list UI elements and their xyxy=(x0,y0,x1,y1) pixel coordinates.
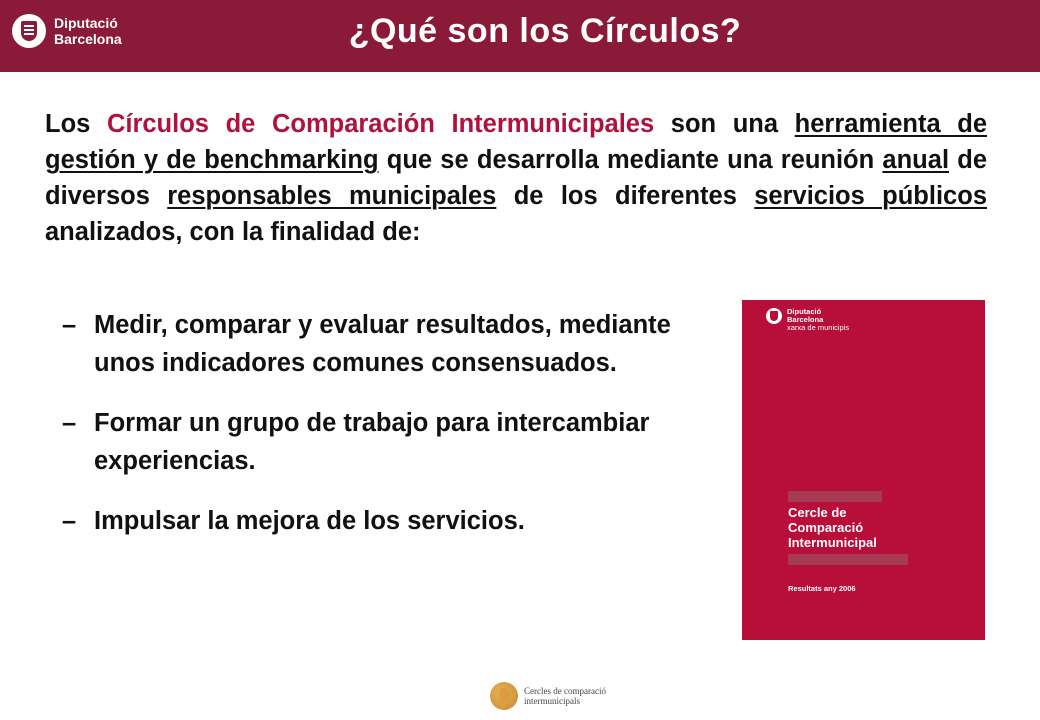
header-bar xyxy=(0,0,1040,72)
cover-brand-line2: Barcelona xyxy=(787,315,824,324)
list-item-text: Formar un grupo de trabajo para intercambiar experiencias. xyxy=(94,409,650,475)
cover-brand-line3: xarxa de municipis xyxy=(787,323,850,332)
intro-text: de diversos xyxy=(45,146,988,210)
list-item-text: Medir, comparar y evaluar resultados, mediante unos indicadores comunes consensuados. xyxy=(94,311,671,377)
cover-title-line3: Intermunicipal xyxy=(788,535,877,550)
bullet-marker: – xyxy=(62,311,77,339)
logo-line1: Diputació xyxy=(54,15,118,31)
globe-icon xyxy=(490,682,518,710)
cover-decor-bar xyxy=(788,554,908,565)
intro-text: son una xyxy=(654,110,795,138)
coat-of-arms-icon xyxy=(766,308,782,324)
footer-logo xyxy=(490,682,606,710)
cover-logo xyxy=(766,308,849,332)
list-item xyxy=(62,306,702,382)
bullet-marker: – xyxy=(62,507,77,535)
cover-title xyxy=(788,505,877,550)
intro-text: analizados, con la finalidad de: xyxy=(45,218,421,246)
cover-brand-line1: Diputació xyxy=(787,307,822,316)
list-item xyxy=(62,502,702,540)
intro-text: de los diferentes xyxy=(496,182,755,210)
circulos-highlight: Círculos de Comparación Intermunicipales xyxy=(106,110,655,138)
footer-text xyxy=(524,686,606,706)
cover-subtitle: Resultats any 2006 xyxy=(788,584,856,593)
cover-title-line2: Comparació xyxy=(788,520,864,535)
objectives-list xyxy=(62,306,702,562)
intro-text: que se desarrolla mediante una reunión xyxy=(378,146,883,174)
underlined-phrase: anual xyxy=(882,146,950,174)
footer-line2: intermunicipals xyxy=(524,696,580,706)
list-item-text: Impulsar la mejora de los servicios. xyxy=(94,507,525,535)
logo-line2: Barcelona xyxy=(54,31,122,47)
underlined-phrase: responsables municipales xyxy=(167,182,497,210)
bullet-marker: – xyxy=(62,409,77,437)
intro-paragraph xyxy=(45,106,987,250)
intro-text: Los xyxy=(45,110,107,138)
report-cover-image xyxy=(742,300,985,640)
list-item xyxy=(62,404,702,480)
cover-title-line1: Cercle de xyxy=(788,505,847,520)
footer-line1: Cercles de comparació xyxy=(524,686,606,696)
underlined-phrase: servicios públicos xyxy=(754,182,987,210)
slide-title: ¿Qué son los Círculos? xyxy=(348,12,742,50)
underlined-phrase: herramienta de gestión y de benchmarking xyxy=(45,110,987,174)
cover-decor-bar xyxy=(788,491,882,502)
cover-brand xyxy=(787,308,849,332)
